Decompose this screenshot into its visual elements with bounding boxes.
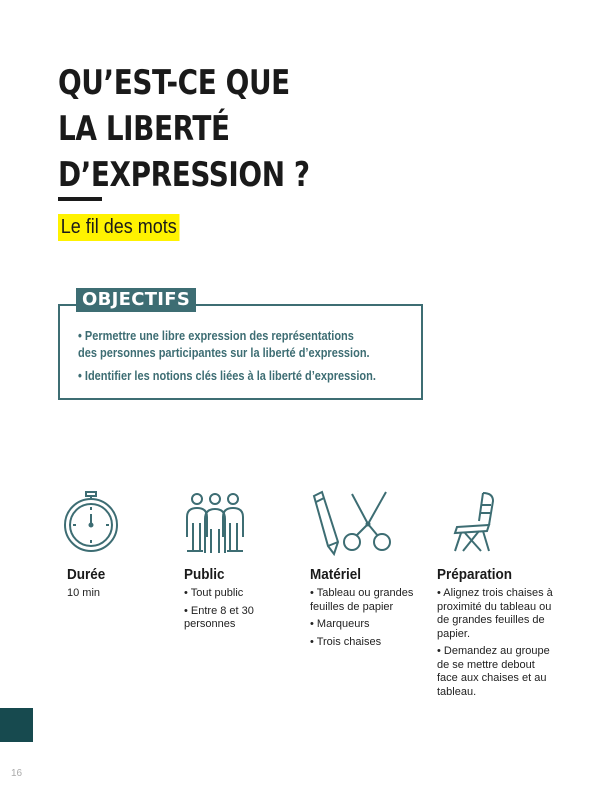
duree-value: 10 min: [67, 587, 101, 599]
public-item-2: • Entre 8 et 30 personnes: [184, 604, 254, 630]
page-number: 16: [11, 768, 23, 779]
preparation-title: Préparation: [437, 566, 513, 583]
page-title: [58, 60, 310, 198]
stopwatch-icon: [62, 491, 120, 553]
materiel-item-2: • Marqueurs: [310, 618, 370, 630]
objective-item-2-text: • Identifier les notions clés liées à la liberté d’expression.: [78, 369, 376, 383]
preparation-column: [437, 566, 555, 703]
objective-item-2: [78, 368, 376, 385]
public-item-1: • Tout public: [184, 587, 244, 599]
materiel-item-1: • Tableau ou grandes feuilles de papier: [310, 587, 414, 613]
duree-column: [67, 566, 187, 605]
title-line-2: LA LIBERTÉ: [58, 109, 230, 149]
objective-item-1-line-1: • Permettre une libre expression des représentations: [78, 329, 354, 343]
materiel-item-3: • Trois chaises: [310, 635, 382, 648]
objectives-label: OBJECTIFS: [76, 288, 196, 312]
pencil-scissors-icon: [312, 490, 392, 556]
title-line-1: QU’EST-CE QUE: [58, 63, 290, 103]
title-line-3: D’EXPRESSION ?: [58, 155, 310, 195]
preparation-item-2: • Demandez au groupe de se mettre debout face aux chaises et au tableau.: [437, 645, 550, 698]
objectives-list: [78, 328, 376, 391]
title-underline: [58, 197, 102, 201]
folding-chair-icon: [453, 491, 499, 553]
subtitle-highlight: Le fil des mots: [58, 214, 179, 241]
duree-title: Durée: [67, 566, 106, 583]
materiel-title: Matériel: [310, 566, 362, 583]
public-title: Public: [184, 566, 225, 583]
objective-item-1: [78, 328, 376, 362]
corner-color-block: [0, 708, 33, 742]
public-column: [184, 566, 306, 636]
preparation-item-1: • Alignez trois chaises à proximité du tableau ou de grandes feuilles de papier.: [437, 587, 553, 640]
materiel-column: [310, 566, 422, 653]
objective-item-1-line-2: des personnes participantes sur la liberté d’expression.: [78, 346, 370, 360]
people-group-icon: [183, 491, 247, 555]
